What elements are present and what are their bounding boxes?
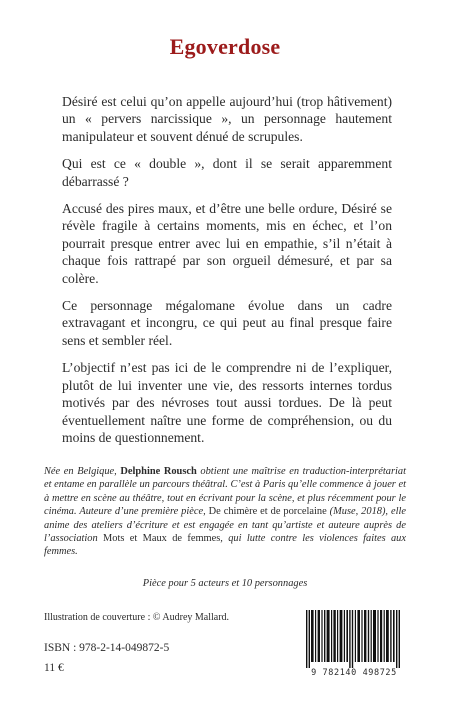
bio-text: obtient une maîtrise en traduction-interprétariat et entame en parallèle un parcours théâtral. C’est à Paris qu’elle commence à jouer et à mettre en scène au théâtre, tout en écrivant pour la scène, et plus récemment pour le cinéma. Auteure d’une première pièce, xyxy=(44,466,406,518)
price: 11 € xyxy=(44,662,64,674)
author-name: Delphine Rousch xyxy=(120,466,197,477)
barcode-icon xyxy=(298,608,410,668)
synopsis-paragraph: Accusé des pires maux, et d’être une belle ordure, Désiré se révèle fragile à certains moments, mis en échec, et l’on pourrait presque entrer avec lui en empathie, s’il n’était à chaque fois rattrapé par son orgueil démesuré, et par sa colère. xyxy=(62,201,392,286)
synopsis-paragraph: Qui est ce « double », dont il se serait apparemment débarrassé ? xyxy=(62,156,392,189)
piece-note: Pièce pour 5 acteurs et 10 personnages xyxy=(142,578,308,589)
bio-work-title: De chimère et de porcelaine xyxy=(208,506,327,518)
cover-credit: Illustration de couverture : © Audrey Mallard. xyxy=(44,612,230,623)
synopsis xyxy=(62,93,392,456)
barcode xyxy=(298,608,410,680)
synopsis-paragraph: Ce personnage mégalomane évolue dans un cadre extravagant et incongru, ce qui peut au final presque faire sens et sembler réel. xyxy=(62,298,392,348)
synopsis-paragraph: Désiré est celui qu’on appelle aujourd’hui (trop hâtivement) un « pervers narcissique », un personnage hautement manipulateur et souvent dénué de scrupules. xyxy=(62,94,392,144)
bio-text: (Muse, 2018), elle anime des ateliers d’écriture et est engagée en tant qu’artiste et auteure auprès de l’association xyxy=(44,506,406,545)
book-title: Egoverdose xyxy=(169,34,281,59)
bio-association-name: Mots et Maux de femmes xyxy=(103,533,221,545)
bio-text: , qui lutte contre les violences faites aux femmes. xyxy=(44,533,406,558)
isbn: ISBN : 978-2-14-049872-5 xyxy=(44,642,170,654)
bio-intro: Née en Belgique, xyxy=(44,466,121,477)
synopsis-paragraph: L’objectif n’est pas ici de le comprendre ni de l’expliquer, plutôt de lui inventer une vie, des ressorts internes tordus motivés par des névroses tout aussi tordues. De là peut éventuellement naître une forme de compréhension, ou du moins de questionnement. xyxy=(62,360,392,445)
author-bio xyxy=(44,465,406,559)
barcode-digits: 9 782140 498725 xyxy=(311,668,397,678)
